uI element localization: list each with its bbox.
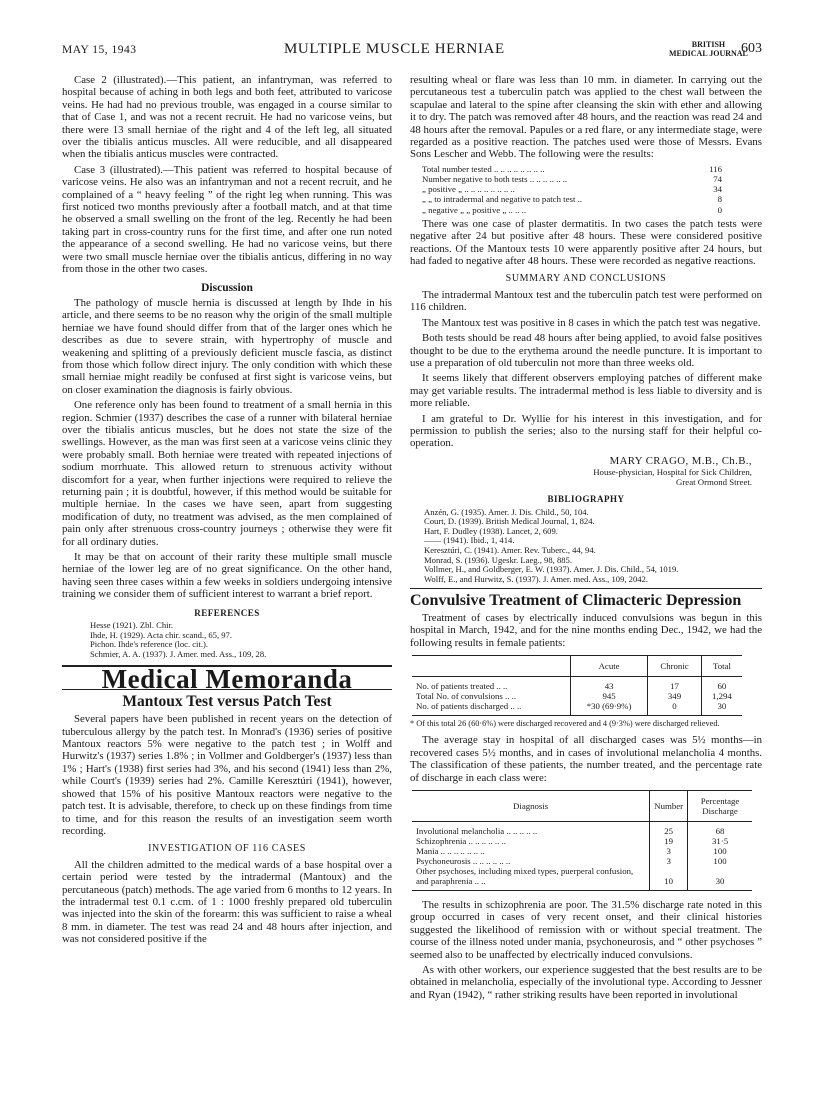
investigation-paragraph: All the children admitted to the medical wards of a base hospital over a certain period were tested by the intradermal (Mantoux) and the percutaneous (patch) methods. The age varied from 6 months to 12 years. In the intradermal test 0.1 c.cm. of 1 : 1000 freshly prepared old tuberculin was injected into the skin of the forearm: this was sufficient to raise a wheal 8 mm. in diameter. The test was read 24 and 48 hours after injection, and was not considered positive if the — [62, 858, 392, 946]
reference-item: Hesse (1921). Zbl. Chir. — [90, 620, 174, 631]
table-header: Percentage Discharge — [688, 790, 752, 821]
brand-top: BRITISH — [691, 40, 726, 49]
results-value: 116 — [709, 163, 722, 174]
reference-item: Ihde, H. (1929). Acta chir. scand., 65, 97. — [90, 629, 233, 640]
results-row — [422, 174, 722, 184]
results-row — [422, 164, 722, 174]
summary-paragraph: The intradermal Mantoux test and the tuberculin patch test were performed on 116 children. — [410, 288, 762, 314]
references-heading: REFERENCES — [194, 607, 260, 618]
results-value: 0 — [717, 204, 722, 215]
journal-page — [62, 36, 762, 1096]
mantoux-article-title: Mantoux Test versus Patch Test — [122, 692, 332, 710]
results-paragraph: There was one case of plaster dermatitis. In two cases the patch tests were negative after 24 but positive after 48 hours. These were considered positive reactions. Of the Mantoux tests 10 were apparently positive after 24 hours, but had faded to negative after 48 hours. These were recorded as negative reactions. — [410, 217, 762, 268]
case2-paragraph: Case 2 (illustrated).—This patient, an infantryman, was referred to hospital because of aching in both legs and both feet, attributed to varicose veins. He had had no previous trouble, was engaged in a course similar to that of Case 1, and was not a recent recruit. He had no varicose veins, but there were 13 small herniae of the right and 4 of the left leg, all situated over the tibialis anticus muscles. All were reducible, and all disappeared when the tibialis anticus muscles were contracted. — [62, 74, 392, 161]
results-row — [422, 184, 722, 194]
reference-item: Schmier, A. A. (1937). J. Amer. med. Ass., 109, 28. — [90, 648, 267, 659]
table-cell: 19 — [650, 836, 688, 846]
discussion-paragraph: The pathology of muscle hernia is discussed at length by Ihde in his article, and there seems to be no reason why the origin of the small multiple herniae we have found should differ from that of the larger ones which he describes as due to severe strain, with hypertrophy of muscle and weakening and splitting of a previously deficient muscle fascia, as distinct from those which follow direct injury. The only condition with which these small herniae might readily be confused at first sight is varicose veins, but on closer examination the diagnosis is fairly obvious. — [62, 296, 392, 396]
table-row — [412, 676, 742, 691]
table-cell: 17 — [648, 676, 702, 691]
table-header: Chronic — [648, 655, 702, 676]
diagnosis-table — [412, 790, 752, 891]
running-title: MULTIPLE MUSCLE HERNIAE — [284, 41, 505, 57]
left-column — [62, 74, 392, 949]
summary-heading: SUMMARY AND CONCLUSIONS — [505, 273, 667, 285]
table-cell: 68 — [688, 821, 752, 836]
table-cell: 100 — [688, 846, 752, 856]
table-header: Diagnosis — [412, 790, 650, 821]
table-footnote: * Of this total 26 (60·6%) were discharged recovered and 4 (9·3%) were discharged relieved. — [410, 718, 720, 728]
table-cell: 60 — [701, 676, 742, 691]
results-label: Total number tested .. .. .. .. .. .. .. .. — [422, 163, 545, 174]
results-value: 8 — [717, 194, 722, 205]
results-row — [422, 194, 722, 204]
table-cell: Involutional melancholia .. .. .. .. .. — [416, 825, 538, 836]
patients-table — [412, 655, 742, 716]
table-cell: 0 — [648, 701, 702, 716]
author-signature: MARY CRAGO, M.B., Ch.B., — [609, 454, 752, 467]
right-column — [410, 74, 762, 1004]
table-row — [412, 856, 752, 866]
running-header — [62, 36, 762, 66]
reference-item: Pichon. Ihde's reference (loc. cit.). — [90, 639, 208, 650]
summary-paragraph: The Mantoux test was positive in 8 cases in which the patch test was negative. — [422, 316, 761, 329]
bibliography-item: Court, D. (1939). British Medical Journal, 1, 824. — [424, 516, 595, 527]
results-label: „ „ to intradermal and negative to patch test .. — [422, 194, 582, 205]
table-row — [412, 866, 752, 891]
table-row — [412, 836, 752, 846]
convulsive-intro-paragraph: Treatment of cases by electrically induced convulsions was begun in this hospital in March, 1942, and for the nine months ending Dec., 1942, we had the following results in female patients: — [410, 611, 762, 649]
bibliography-item: —— (1941). Ibid., 1, 414. — [424, 535, 515, 546]
results-label: „ negative „ „ positive „ .. .. .. — [422, 204, 527, 215]
table-cell: 10 — [650, 866, 688, 891]
table-cell: 30 — [701, 701, 742, 716]
table-row — [412, 821, 752, 836]
discussion-heading: Discussion — [201, 281, 253, 294]
results-label: „ positive „ .. .. .. .. .. .. .. .. — [422, 184, 515, 195]
table-cell: Schizophrenia .. .. .. .. .. .. — [416, 835, 506, 846]
medical-memoranda-banner — [62, 664, 392, 695]
bibliography-item: Monrad, S. (1936). Ugeskr. Laeg., 98, 885. — [424, 554, 572, 565]
bibliography-heading: BIBLIOGRAPHY — [547, 494, 625, 505]
journal-brand — [669, 40, 748, 58]
table-cell: Total No. of convulsions .. .. — [416, 690, 517, 701]
table-cell: 3 — [650, 846, 688, 856]
mantoux-intro-paragraph: Several papers have been published in recent years on the detection of tuberculous allergy by the patch test. In Monrad's (1936) series of positive Mantoux reactors 5% were negative to the patch test ; in Wolff and Hurwitz's (1937) series 1.8% ; in Vollmer and Goldberger's (1937) less than 1% ; Hart's (1938) first series had 3%, and his second (1941) less than 2%, while Court's (1939) series had 2%. Camille Keresztúri (1941), however, showed that 15% of his positive Mantoux reactors were negative to the patch test. It is advisable, therefore, to check up on these findings from time to time, and for this reason the results of an investigation seem worth recording. — [62, 713, 392, 837]
table-cell: 25 — [650, 821, 688, 836]
bibliography-item: Wolff, E., and Hurwitz, S. (1937). J. Amer. med. Ass., 109, 2042. — [424, 573, 649, 584]
results-value: 34 — [713, 184, 722, 195]
convulsive-article-title: Convulsive Treatment of Climacteric Depression — [410, 592, 742, 610]
results-list — [422, 164, 722, 215]
table-cell: *30 (69·9%) — [571, 701, 648, 716]
table-cell: Psychoneurosis .. .. .. .. .. .. — [416, 855, 511, 866]
references-list — [62, 621, 392, 659]
table-cell: No. of patients discharged .. .. — [412, 701, 571, 716]
table-header-row — [412, 790, 752, 821]
results-label: Number negative to both tests .. .. .. .. .. .. — [422, 174, 568, 185]
page-number: 603 — [741, 41, 762, 56]
issue-date: MAY 15, 1943 — [62, 44, 137, 56]
summary-paragraph: It seems likely that different observers employing patches of different make may get variable results. The intradermal method is less liable to diversity and is more reliable. — [410, 372, 762, 410]
table-cell: Other psychoses, including mixed types, puerperal confusion, and paraphrenia .. .. — [412, 866, 650, 891]
table-row — [412, 701, 742, 716]
bibliography-item: Vollmer, H., and Goldberger, E. W. (1937). Amer. J. Dis. Child., 54, 1019. — [424, 564, 679, 575]
bibliography-item: Anzén, G. (1935). Amer. J. Dis. Child., 50, 104. — [424, 506, 589, 517]
table-cell: 43 — [571, 676, 648, 691]
table-cell: 30 — [688, 866, 752, 891]
table-cell: 945 — [571, 691, 648, 701]
table-header — [412, 655, 571, 676]
table-cell: No. of patients treated .. .. — [416, 680, 508, 691]
table-header: Number — [650, 790, 688, 821]
brand-bottom: MEDICAL JOURNAL — [669, 49, 748, 58]
results-row — [422, 205, 722, 215]
table-header: Total — [701, 655, 742, 676]
convulsive-paragraph: The results in schizophrenia are poor. The 31.5% discharge rate noted in this group occurred in cases of very recent onset, and their clinical histories suggested the likelihood of remission with or without special treatment. The course of the illness noted under mania, psychoneurosis, and “ other psychoses ” seemed also to be unaffected by electrically induced convulsions. — [410, 898, 762, 961]
table-cell: 3 — [650, 856, 688, 866]
case3-paragraph: Case 3 (illustrated).—This patient was referred to hospital because of varicose veins. He also was an infantryman and not a recent recruit, and he complained of a “ heavy feeling ” of the right leg when running. This was first noticed two months previously after a football match, and at that time he observed a small swelling on the front of the leg. Recently he had been taking part in cross-country runs for the first time, and after one run noted the appearance of a second swelling. He had no varicose veins, but there were two small muscle herniae over the tibialis anticus, differing in no way from those in the other two cases. — [62, 163, 392, 276]
author-affiliation: Great Ormond Street. — [676, 477, 752, 488]
acknowledgement-paragraph: I am grateful to Dr. Wyllie for his interest in this investigation, and for permission to publish the series; also to the nursing staff for their helpful co-operation. — [410, 412, 762, 450]
table-cell: 100 — [688, 856, 752, 866]
author-affiliation: House-physician, Hospital for Sick Children, — [593, 467, 752, 478]
section-rule — [410, 588, 762, 589]
convulsive-paragraph: The average stay in hospital of all discharged cases was 5½ months—in recovered cases 5½ months, and in cases of involutional melancholia 4 months. The classification of these patients, the number treated, and the percentage rate of discharge in each class were: — [410, 734, 762, 784]
table-row — [412, 691, 742, 701]
discussion-paragraph: It may be that on account of their rarity these multiple small muscle herniae of the lower leg are of no great significance. On the other hand, having seen three cases within a few weeks in soldiers undergoing intensive training we consider them of sufficient interest to warrant a brief report. — [62, 551, 392, 601]
table-row — [412, 846, 752, 856]
table-cell: 349 — [648, 691, 702, 701]
table-header-row — [412, 655, 742, 676]
discussion-paragraph: One reference only has been found to treatment of a small hernia in this region. Schmier (1937) describes the case of a runner with bilateral herniae over the tibialis anticus muscles, but he does not state the size of the swellings. However, as the man was first seen at a varicose veins clinic they were probably small. Both herniae were treated with repeated injections of sodium morrhuate. This allowed return to strenuous activity without discomfort for a year, when further injections were required to relieve the returning pain ; it is doubtful, however, if this method would be suitable for multiple herniae. In the cases we have seen, apart from suggesting modification of duty, no treatment was advised, as the men complained of pain only after strenuous cross-country journeys ; otherwise they were fit for all ordinary duties. — [62, 399, 392, 548]
results-value: 74 — [713, 174, 722, 185]
bibliography-list — [410, 508, 762, 585]
bibliography-item: Keresztúri, C. (1941). Amer. Rev. Tuberc., 44, 94. — [424, 544, 596, 555]
table-header: Acute — [571, 655, 648, 676]
continued-paragraph: resulting wheal or flare was less than 10 mm. in diameter. In carrying out the percutaneous test a tuberculin patch was applied to the chest wall between the scapulae and lateral to the spine after cleansing the skin with ether and allowing it to dry. The patch was removed after 48 hours, and the reaction was read 24 and 48 hours after the removal. Papules or a red flare, or any intermediate stage, were regarded as a positive reaction. The patches used were those of Messrs. Evans Sons Lescher and Webb. The following were the results: — [410, 74, 762, 161]
medical-memoranda-title: Medical Memoranda — [101, 664, 353, 695]
table-cell: 31·5 — [688, 836, 752, 846]
investigation-heading: INVESTIGATION OF 116 CASES — [148, 843, 306, 855]
table-cell: 1,294 — [701, 691, 742, 701]
summary-paragraph: Both tests should be read 48 hours after being applied, to avoid false positives thought to be due to the erythema around the needle puncture. It is important to use a preparation of old tuberculin not more than three weeks old. — [410, 332, 762, 369]
table-cell: Mania .. .. .. .. .. .. .. — [416, 845, 485, 856]
bibliography-item: Hart, F. Dudley (1938). Lancet, 2, 609. — [424, 525, 558, 536]
convulsive-paragraph: As with other workers, our experience suggested that the best results are to be obtained in melancholia, especially of the involutional type. According to Jessner and Ryan (1942), “ rather striking results have been reported in involutional — [410, 964, 762, 1001]
